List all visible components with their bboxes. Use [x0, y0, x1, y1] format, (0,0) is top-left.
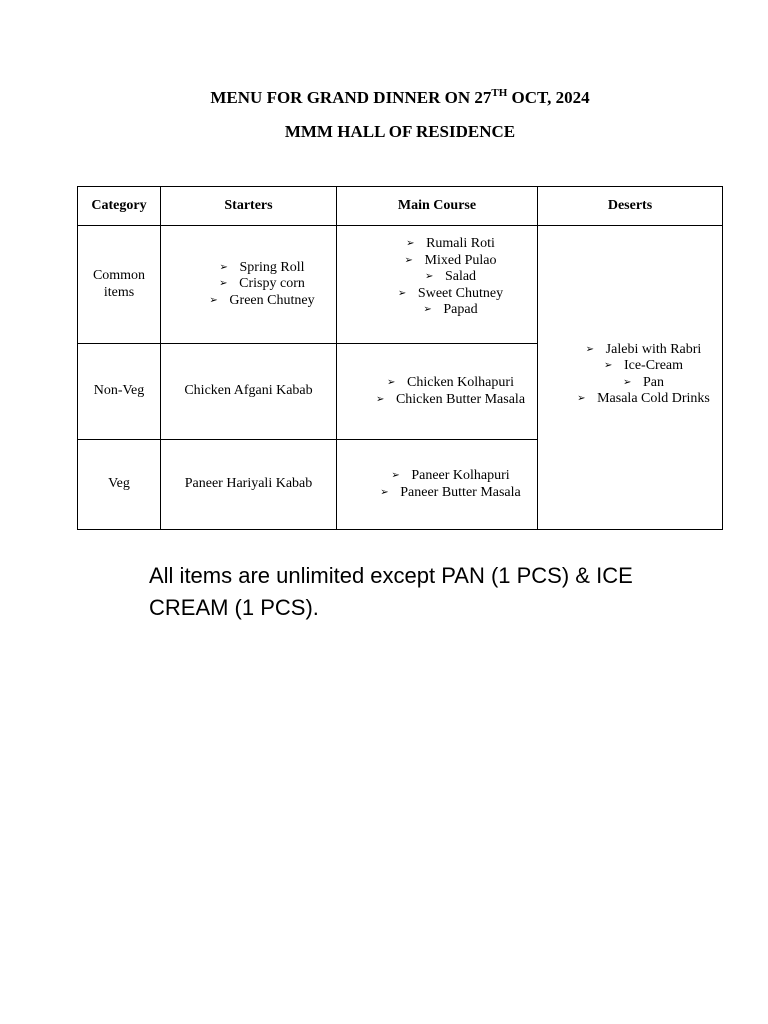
category-cell	[78, 226, 161, 344]
list-item	[565, 375, 722, 392]
list-item	[364, 236, 537, 253]
list-item	[565, 342, 722, 359]
list-item	[188, 276, 336, 293]
category-label: Common items	[92, 268, 146, 300]
starters-list	[188, 260, 336, 310]
starters-cell: Paneer Hariyali Kabab	[161, 440, 337, 530]
list-item	[565, 391, 722, 408]
list-item-label: Spring Roll	[239, 259, 305, 275]
arrow-bullet-icon: ➢	[585, 343, 595, 355]
menu-title-prefix: MENU FOR GRAND DINNER ON 27	[210, 88, 492, 107]
menu-title-superscript: TH	[491, 87, 508, 99]
table-row-common	[78, 226, 723, 344]
main-course-list	[364, 236, 537, 319]
arrow-bullet-icon: ➢	[423, 304, 432, 315]
arrow-bullet-icon: ➢	[387, 377, 396, 388]
list-item-label: Chicken Butter Masala	[395, 391, 526, 407]
main-course-list	[364, 468, 537, 501]
quantity-note: All items are unlimited except PAN (1 PCS) & ICE CREAM (1 PCS).	[149, 563, 633, 620]
arrow-bullet-icon: ➢	[577, 393, 586, 404]
list-item-label: Papad	[443, 302, 478, 317]
main-course-list	[364, 375, 537, 408]
list-item	[364, 485, 537, 502]
arrow-bullet-icon: ➢	[623, 376, 632, 388]
arrow-bullet-icon: ➢	[424, 271, 434, 282]
column-header-category: Category	[78, 187, 161, 226]
list-item-label: Masala Cold Drinks	[597, 391, 710, 406]
column-header-starters: Starters	[161, 187, 337, 226]
list-item-label: Green Chutney	[229, 292, 315, 308]
list-item	[364, 302, 537, 319]
list-item-label: Sweet Chutney	[417, 285, 504, 301]
main-course-cell	[337, 440, 538, 530]
arrow-bullet-icon: ➢	[406, 238, 415, 249]
arrow-bullet-icon: ➢	[209, 294, 218, 306]
table-header-row	[78, 187, 723, 226]
arrow-bullet-icon: ➢	[219, 278, 228, 290]
menu-title-suffix: OCT, 2024	[507, 88, 590, 107]
list-item	[188, 260, 336, 277]
arrow-bullet-icon: ➢	[397, 287, 407, 299]
main-course-cell	[337, 226, 538, 344]
arrow-bullet-icon: ➢	[603, 360, 613, 371]
list-item-label: Ice-Cream	[623, 358, 684, 373]
deserts-list	[565, 342, 722, 408]
category-cell: Veg	[78, 440, 161, 530]
list-item	[364, 269, 537, 286]
arrow-bullet-icon: ➢	[380, 486, 389, 498]
list-item-label: Crispy corn	[239, 276, 305, 292]
hall-name: MMM HALL OF RESIDENCE	[284, 122, 516, 141]
arrow-bullet-icon: ➢	[375, 393, 385, 405]
column-header-main-course: Main Course	[337, 187, 538, 226]
menu-table	[77, 186, 723, 530]
list-item	[364, 253, 537, 270]
arrow-bullet-icon: ➢	[404, 254, 413, 266]
list-item-label: Mixed Pulao	[424, 252, 497, 268]
list-item	[565, 358, 722, 375]
list-item-label: Rumali Roti	[426, 236, 495, 251]
list-item-label: Pan	[643, 374, 664, 390]
arrow-bullet-icon: ➢	[219, 261, 228, 273]
list-item	[364, 375, 537, 392]
list-item	[364, 286, 537, 303]
list-item	[364, 468, 537, 485]
starters-cell: Chicken Afgani Kabab	[161, 344, 337, 440]
list-item-label: Paneer Kolhapuri	[411, 468, 510, 483]
column-header-deserts: Deserts	[538, 187, 723, 226]
list-item-label: Jalebi with Rabri	[605, 341, 702, 357]
list-item-label: Chicken Kolhapuri	[407, 375, 514, 390]
main-course-cell	[337, 344, 538, 440]
category-cell: Non-Veg	[78, 344, 161, 440]
menu-title	[0, 88, 768, 108]
list-item	[364, 392, 537, 409]
list-item-label: Salad	[444, 269, 477, 284]
list-item	[188, 293, 336, 310]
deserts-cell	[538, 226, 723, 530]
list-item-label: Paneer Butter Masala	[400, 484, 521, 500]
arrow-bullet-icon: ➢	[391, 470, 400, 481]
starters-cell	[161, 226, 337, 344]
